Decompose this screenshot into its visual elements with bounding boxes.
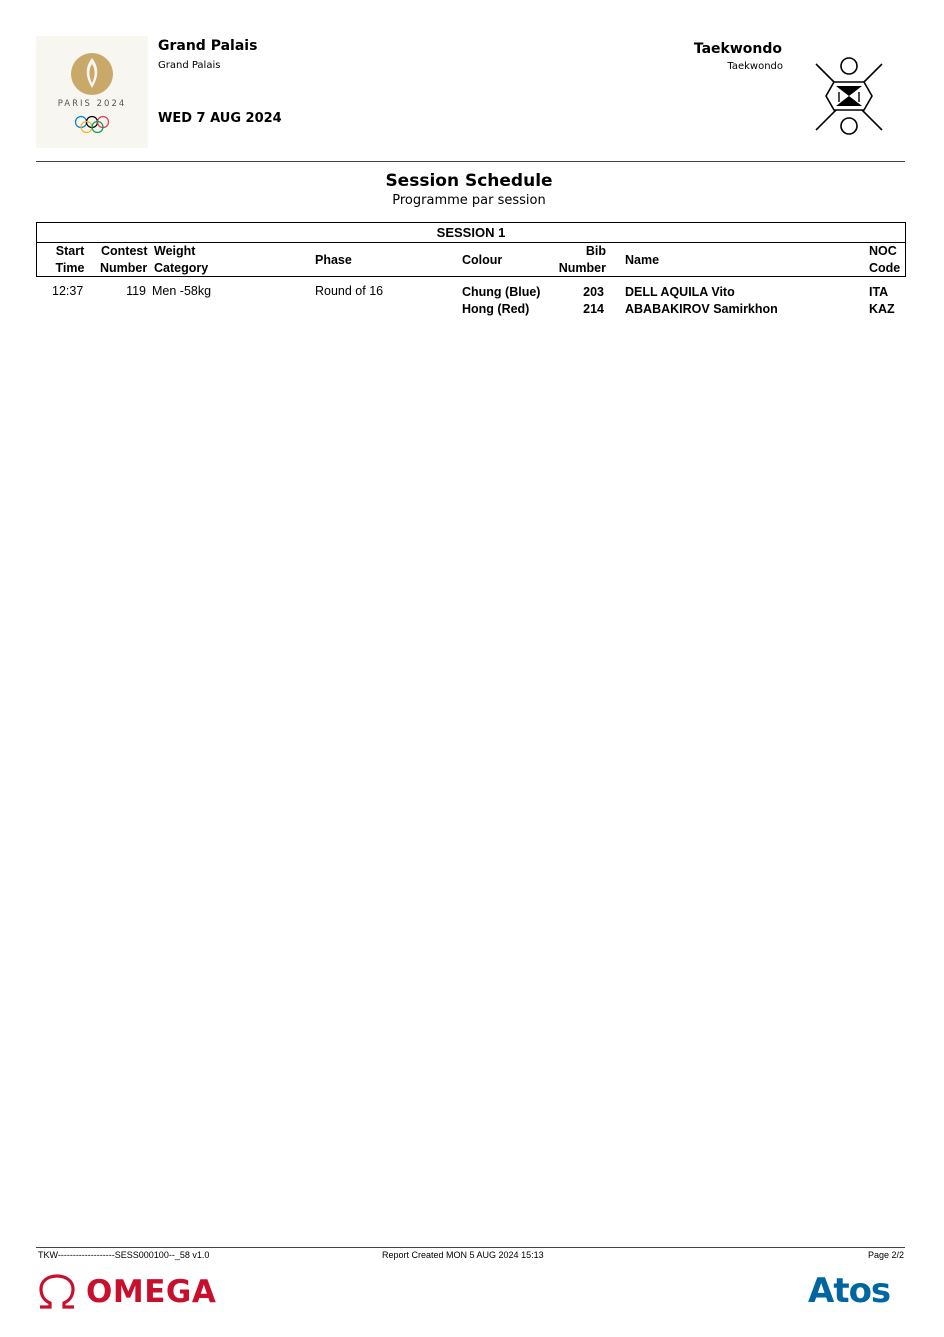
- contest-number: 119: [126, 284, 146, 298]
- document-subtitle: Programme par session: [392, 193, 546, 208]
- paris-2024-logo: [36, 36, 148, 148]
- venue-subtitle: Grand Palais: [158, 60, 221, 71]
- column-header-line: Number: [100, 261, 148, 275]
- footer-divider: [36, 1247, 905, 1248]
- sport-subtitle: Taekwondo: [727, 61, 783, 72]
- athlete-colour: Hong (Red): [462, 302, 530, 316]
- start-time: 12:37: [52, 284, 84, 298]
- column-header-line: Start: [55, 244, 85, 258]
- phase: Round of 16: [315, 284, 384, 298]
- schedule-table-header: [36, 222, 906, 277]
- column-header-weight-category: [154, 243, 224, 277]
- atos-logo: [808, 1271, 890, 1311]
- column-header-noc-code: [869, 243, 900, 277]
- event-date: WED 7 AUG 2024: [158, 111, 282, 126]
- column-header-name: Name: [625, 253, 660, 267]
- page-number: Page 2/2: [867, 1250, 904, 1260]
- table-row: [36, 283, 904, 319]
- bib-number: 203: [583, 285, 604, 299]
- taekwondo-pictogram-icon: [806, 56, 892, 138]
- sport-title: Taekwondo: [693, 41, 782, 57]
- bib-number: 214: [583, 302, 604, 316]
- weight-category: Men -58kg: [152, 284, 212, 298]
- atos-wordmark: Atos: [808, 1271, 891, 1311]
- column-header-phase: Phase: [315, 253, 352, 267]
- header-divider: [36, 161, 905, 162]
- column-header-line: Code: [869, 261, 901, 275]
- report-code: TKW-------------------SESS000100--_58 v1.0: [38, 1250, 210, 1260]
- report-created: Report Created MON 5 AUG 2024 15:13: [382, 1250, 544, 1260]
- column-header-bib-number: [553, 243, 606, 277]
- column-header-line: Category: [154, 261, 209, 275]
- column-header-line: NOC: [869, 244, 897, 258]
- session-label: SESSION 1: [436, 225, 506, 240]
- paris-2024-emblem-icon: [36, 36, 148, 148]
- athlete-name: ABABAKIROV Samirkhon: [625, 302, 778, 316]
- document-title: Session Schedule: [385, 171, 553, 191]
- column-header-line: Bib: [585, 244, 606, 258]
- omega-wordmark: OMEGA: [86, 1274, 217, 1310]
- column-header-line: Time: [55, 261, 85, 275]
- column-header-line: Contest: [101, 244, 148, 258]
- column-header-line: Number: [558, 261, 606, 275]
- column-header-contest-number: [100, 243, 150, 277]
- paris-2024-logo-text: PARIS 2024: [57, 99, 127, 109]
- athlete-name: DELL AQUILA Vito: [625, 285, 735, 299]
- venue-title: Grand Palais: [158, 38, 258, 54]
- column-header-line: Weight: [154, 244, 196, 258]
- noc-code: ITA: [869, 285, 889, 299]
- column-header-start-time: [53, 243, 87, 277]
- noc-code: KAZ: [869, 302, 895, 316]
- omega-symbol-icon: [36, 1274, 78, 1310]
- column-header-colour: Colour: [462, 253, 503, 267]
- athlete-colour: Chung (Blue): [462, 285, 541, 299]
